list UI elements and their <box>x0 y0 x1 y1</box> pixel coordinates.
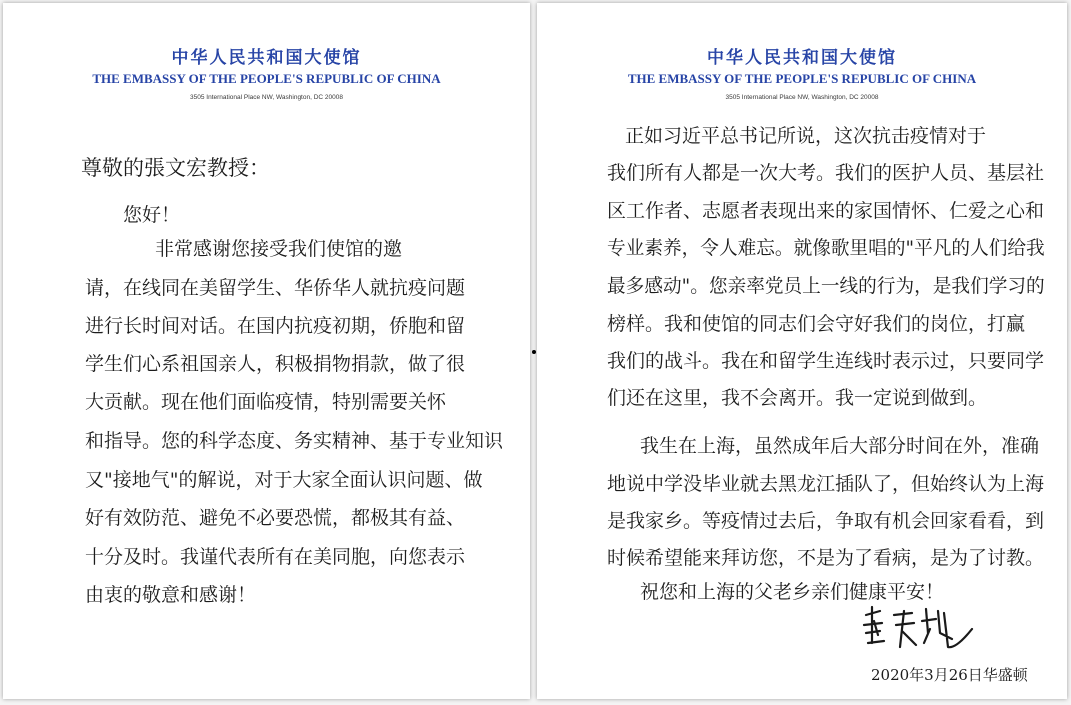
letter-line: 我生在上海，虽然成年后大部分时间在外，准确 <box>640 435 1040 457</box>
letter-line: 好有效防范、避免不必要恐慌，都极其有益、 <box>85 507 466 529</box>
center-dot <box>532 350 536 354</box>
salutation: 尊敬的張文宏教授： <box>81 156 270 180</box>
embassy-name-english: THE EMBASSY OF THE PEOPLE'S REPUBLIC OF CHINA <box>92 71 441 86</box>
letter-line: 专业素养，令人难忘。就像歌里唱的"平凡的人们给我 <box>607 237 1045 259</box>
signature-image <box>860 603 980 653</box>
letter-line: 们还在这里，我不会离开。我一定说到做到。 <box>607 387 988 409</box>
letter-line: 请，在线同在美留学生、华侨华人就抗疫问题 <box>85 277 466 299</box>
embassy-address: 3505 International Place NW, Washington, DC 20008 <box>190 94 343 101</box>
letter-line: 最多感动"。您亲率党员上一线的行为，是我们学习的 <box>607 275 1045 297</box>
letter-line: 时候希望能来拜访您，不是为了看病，是为了讨教。 <box>607 547 1045 569</box>
letter-line: 进行长时间对话。在国内抗疫初期，侨胞和留 <box>85 315 466 337</box>
letter-line: 我们所有人都是一次大考。我们的医护人员、基层社 <box>607 162 1045 184</box>
embassy-name-chinese: 中华人民共和国大使馆 <box>707 48 897 68</box>
letter-page-right <box>537 3 1067 699</box>
letter-line: 又"接地气"的解说，对于大家全面认识问题、做 <box>85 469 483 491</box>
letter-line: 区工作者、志愿者表现出来的家国情怀、仁爱之心和 <box>607 200 1045 222</box>
letter-line: 和指导。您的科学态度、务实精神、基于专业知识 <box>85 430 504 452</box>
letter-page-left <box>3 3 530 699</box>
letter-line: 榜样。我和使馆的同志们会守好我们的岗位，打赢 <box>607 313 1026 335</box>
letter-line: 我们的战斗。我在和留学生连线时表示过，只要同学 <box>607 350 1045 372</box>
letter-line: 地说中学没毕业就去黑龙江插队了，但始终认为上海 <box>607 473 1045 495</box>
letter-date: 2020年3月26日华盛顿 <box>871 666 1028 684</box>
letterhead <box>537 47 1067 103</box>
letter-line: 学生们心系祖国亲人，积极捐物捐款，做了很 <box>85 353 466 375</box>
embassy-address: 3505 International Place NW, Washington, DC 20008 <box>725 94 879 101</box>
letter-line: 是我家乡。等疫情过去后，争取有机会回家看看，到 <box>607 510 1045 532</box>
letter-line: 正如习近平总书记所说，这次抗击疫情对于 <box>625 125 987 147</box>
letter-line: 非常感谢您接受我们使馆的邀 <box>155 238 403 260</box>
letter-line: 祝您和上海的父老乡亲们健康平安！ <box>640 581 945 603</box>
embassy-name-chinese: 中华人民共和国大使馆 <box>171 48 362 68</box>
letter-line: 您好！ <box>123 204 181 226</box>
embassy-name-english: THE EMBASSY OF THE PEOPLE'S REPUBLIC OF CHINA <box>627 71 977 86</box>
letter-line: 十分及时。我谨代表所有在美同胞，向您表示 <box>85 546 466 568</box>
letter-line: 由衷的敬意和感谢！ <box>85 584 257 606</box>
letterhead <box>3 47 530 103</box>
letter-line: 大贡献。现在他们面临疫情，特别需要关怀 <box>85 391 447 413</box>
